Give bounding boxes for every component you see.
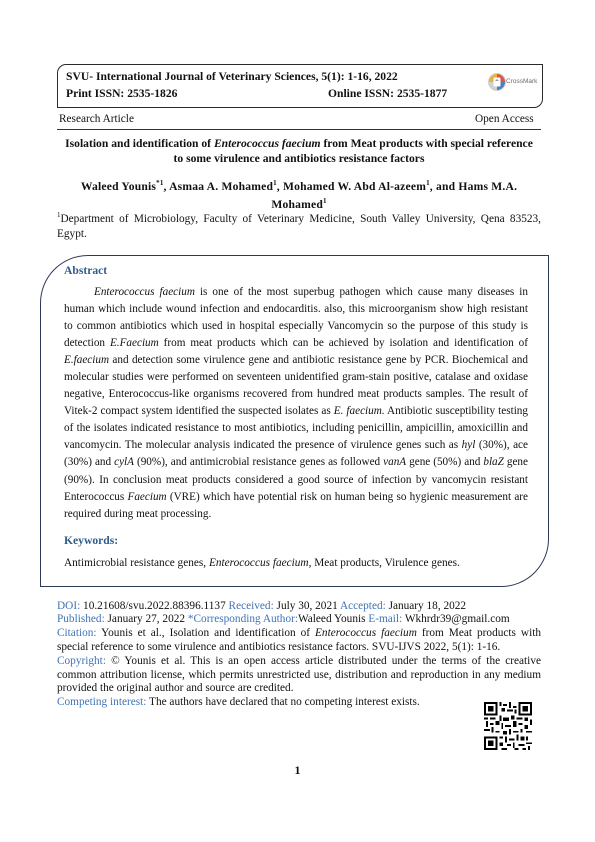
doi-dates-line: DOI: 10.21608/svu.2022.88396.1137 Received: July 30, 2021 Accepted: January 18, 2022 bbox=[57, 600, 467, 612]
published-author-line: Published: January 27, 2022 *Corresponding Author:Waleed Younis E-mail: Wkhrdr39@gmail.com bbox=[57, 613, 510, 625]
journal-citation: SVU- International Journal of Veterinary Sciences, 5(1): 1-16, 2022 bbox=[66, 70, 398, 83]
article-type: Research Article bbox=[59, 113, 134, 125]
keywords-heading: Keywords: bbox=[64, 534, 119, 547]
qr-code[interactable] bbox=[484, 702, 532, 750]
affiliation: $^1$Department of Microbiology, Faculty of Veterinary Medicine, South Valley University, Qena 83523, Egypt. bbox=[57, 211, 541, 240]
copyright: Copyright: © Younis et al. This is an open access article distributed under the terms of the creative common attribution license, which permits unrestricted use, distribution and reproduction in any medium provided the original author and source are credited. bbox=[57, 655, 541, 695]
author-list: Waleed Younis$^{*1}$, Asmaa A. Mohamed$^1$, Mohamed W. Abd Al-azeem$^1$, and Hams M.A. Mohamed$^1$ bbox=[80, 179, 518, 211]
citation: Citation: Younis et al., Isolation and identification of Enterococcus faecium from Meat products with special reference to some virulence and antibiotics resistance factors. SVU-IJVS 2022, 5(1): 1-16. bbox=[57, 627, 541, 653]
access-type: Open Access bbox=[475, 113, 534, 125]
article-title: Isolation and identification of Enterococcus faecium from Meat products with special reference to some virulence and antibiotics resistance factors bbox=[65, 137, 533, 165]
competing-interest: Competing interest: The authors have declared that no competing interest exists. bbox=[57, 696, 420, 708]
header-rule bbox=[57, 129, 541, 130]
crossmark-badge[interactable] bbox=[487, 72, 538, 92]
abstract-heading: Abstract bbox=[64, 264, 108, 277]
email-link[interactable]: Wkhrdr39@gmail.com bbox=[402, 613, 510, 625]
crossmark-label: CrossMark bbox=[506, 78, 538, 85]
print-issn: Print ISSN: 2535-1826 bbox=[66, 87, 178, 100]
online-issn: Online ISSN: 2535-1877 bbox=[328, 87, 448, 100]
keywords-text: Antimicrobial resistance genes, Enterococcus faecium, Meat products, Virulence genes. bbox=[64, 557, 460, 569]
crossmark-icon bbox=[487, 72, 507, 92]
page-number: 1 bbox=[294, 763, 301, 777]
abstract-text: Enterococcus faecium is one of the most superbug pathogen which cause many diseases in human which include wound infection and endocarditis. also, this microorganism show high resistant to common antibiotics which used in hospital especially Vancomycin so the purpose of this study is detection E.Faecium from meat products which can be achieved by isolation and identification of E.faecium and detection some virulence gene and antibiotic resistance gene by PCR. Biochemical and molecular studies were performed on seventeen unidentified gram-stain positive, catalase and oxidase negative, Enterococcus-like organisms recovered from hundred meat products samples. The result of Vitek-2 compact system identified the suspected isolates as E. faecium. Antibiotic susceptibility testing of the isolates indicated resistance to most antibiotics, including penicillin, ampicillin, amoxicillin and vancomycin. The molecular analysis indicated the presence of virulence genes such as hyl (30%), ace (30%) and cylA (90%), and antimicrobial resistance genes as followed vanA gene (50%) and blaZ gene (90%). In conclusion meat products considered a good source of infection by vancomycin resistant Enterococcus Faecium (VRE) which have potential risk on human being so hygienic measurement are required during meat processing. bbox=[64, 286, 528, 520]
doi-link[interactable]: 10.21608/svu.2022.88396.1137 bbox=[80, 600, 229, 612]
